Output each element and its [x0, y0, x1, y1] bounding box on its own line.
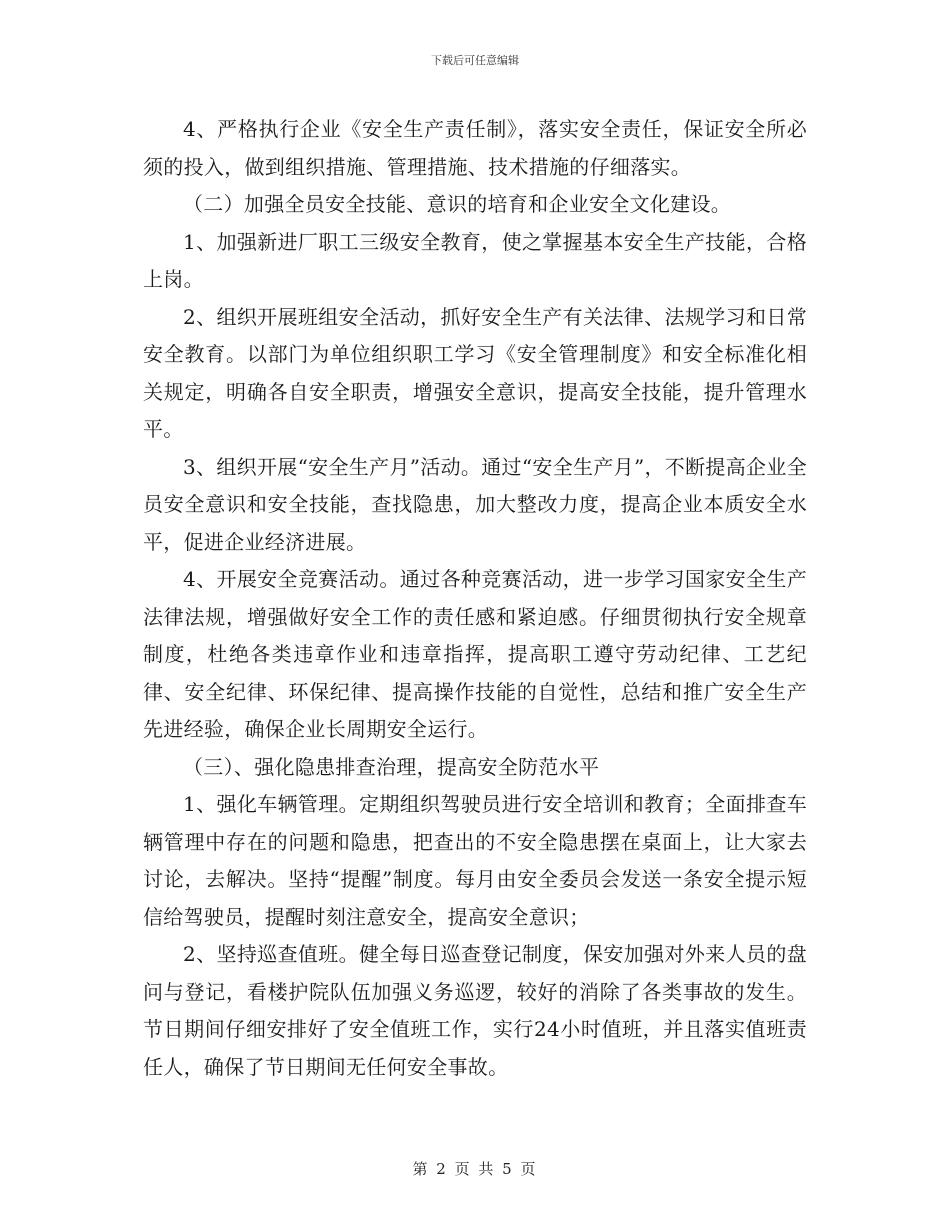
paragraph-6: 4、开展安全竞赛活动。通过各种竞赛活动，进一步学习国家安全生产法律法规，增强做好安全工作的责任感和紧迫感。仔细贯彻执行安全规章制度，杜绝各类违章作业和违章指挥，提高职工遵守劳动纪律、工艺纪律、安全纪律、环保纪律、提高操作技能的自觉性，总结和推广安全生产先进经验，确保企业长周期安全运行。 — [143, 567, 807, 741]
page-header-note: 下载后可任意编辑 — [431, 54, 519, 67]
paragraph-1: 4、严格执行企业《安全生产责任制》，落实安全责任，保证安全所必须的投入，做到组织措施、管理措施、技术措施的仔细落实。 — [143, 117, 807, 179]
paragraph-9: 2、坚持巡查值班。健全每日巡查登记制度，保安加强对外来人员的盘问与登记，看楼护院队伍加强义务巡逻，较好的消除了各类事故的发生。节日期间仔细安排好了安全值班工作，实行24小时值班，并且落实值班责任人，确保了节日期间无任何安全事故。 — [143, 942, 807, 1079]
page-number: 第 2 页 共 5 页 — [412, 1160, 538, 1178]
section-heading-2: （二）加强全员安全技能、意识的培育和企业安全文化建设。 — [183, 192, 732, 216]
paragraph-3: 1、加强新进厂职工三级安全教育，使之掌握基本安全生产技能，合格上岗。 — [143, 229, 807, 291]
paragraph-4: 2、组织开展班组安全活动，抓好安全生产有关法律、法规学习和日常安全教育。以部门为单位组织职工学习《安全管理制度》和安全标准化相关规定，明确各自安全职责，增强安全意识，提高安全技能，提升管理水平。 — [143, 304, 807, 441]
paragraph-5: 3、组织开展“安全生产月”活动。通过“安全生产月”，不断提高企业全员安全意识和安全技能，查找隐患，加大整改力度，提高企业本质安全水平，促进企业经济进展。 — [143, 454, 807, 554]
section-heading-7: （三）、强化隐患排查治理，提高安全防范水平 — [183, 754, 600, 779]
document-body — [143, 111, 807, 1086]
paragraph-8: 1、强化车辆管理。定期组织驾驶员进行安全培训和教育；全面排查车辆管理中存在的问题和隐患，把查出的不安全隐患摆在桌面上，让大家去讨论，去解决。坚持“提醒”制度。每月由安全委员会发送一条安全提示短信给驾驶员，提醒时刻注意安全，提高安全意识； — [143, 792, 807, 929]
